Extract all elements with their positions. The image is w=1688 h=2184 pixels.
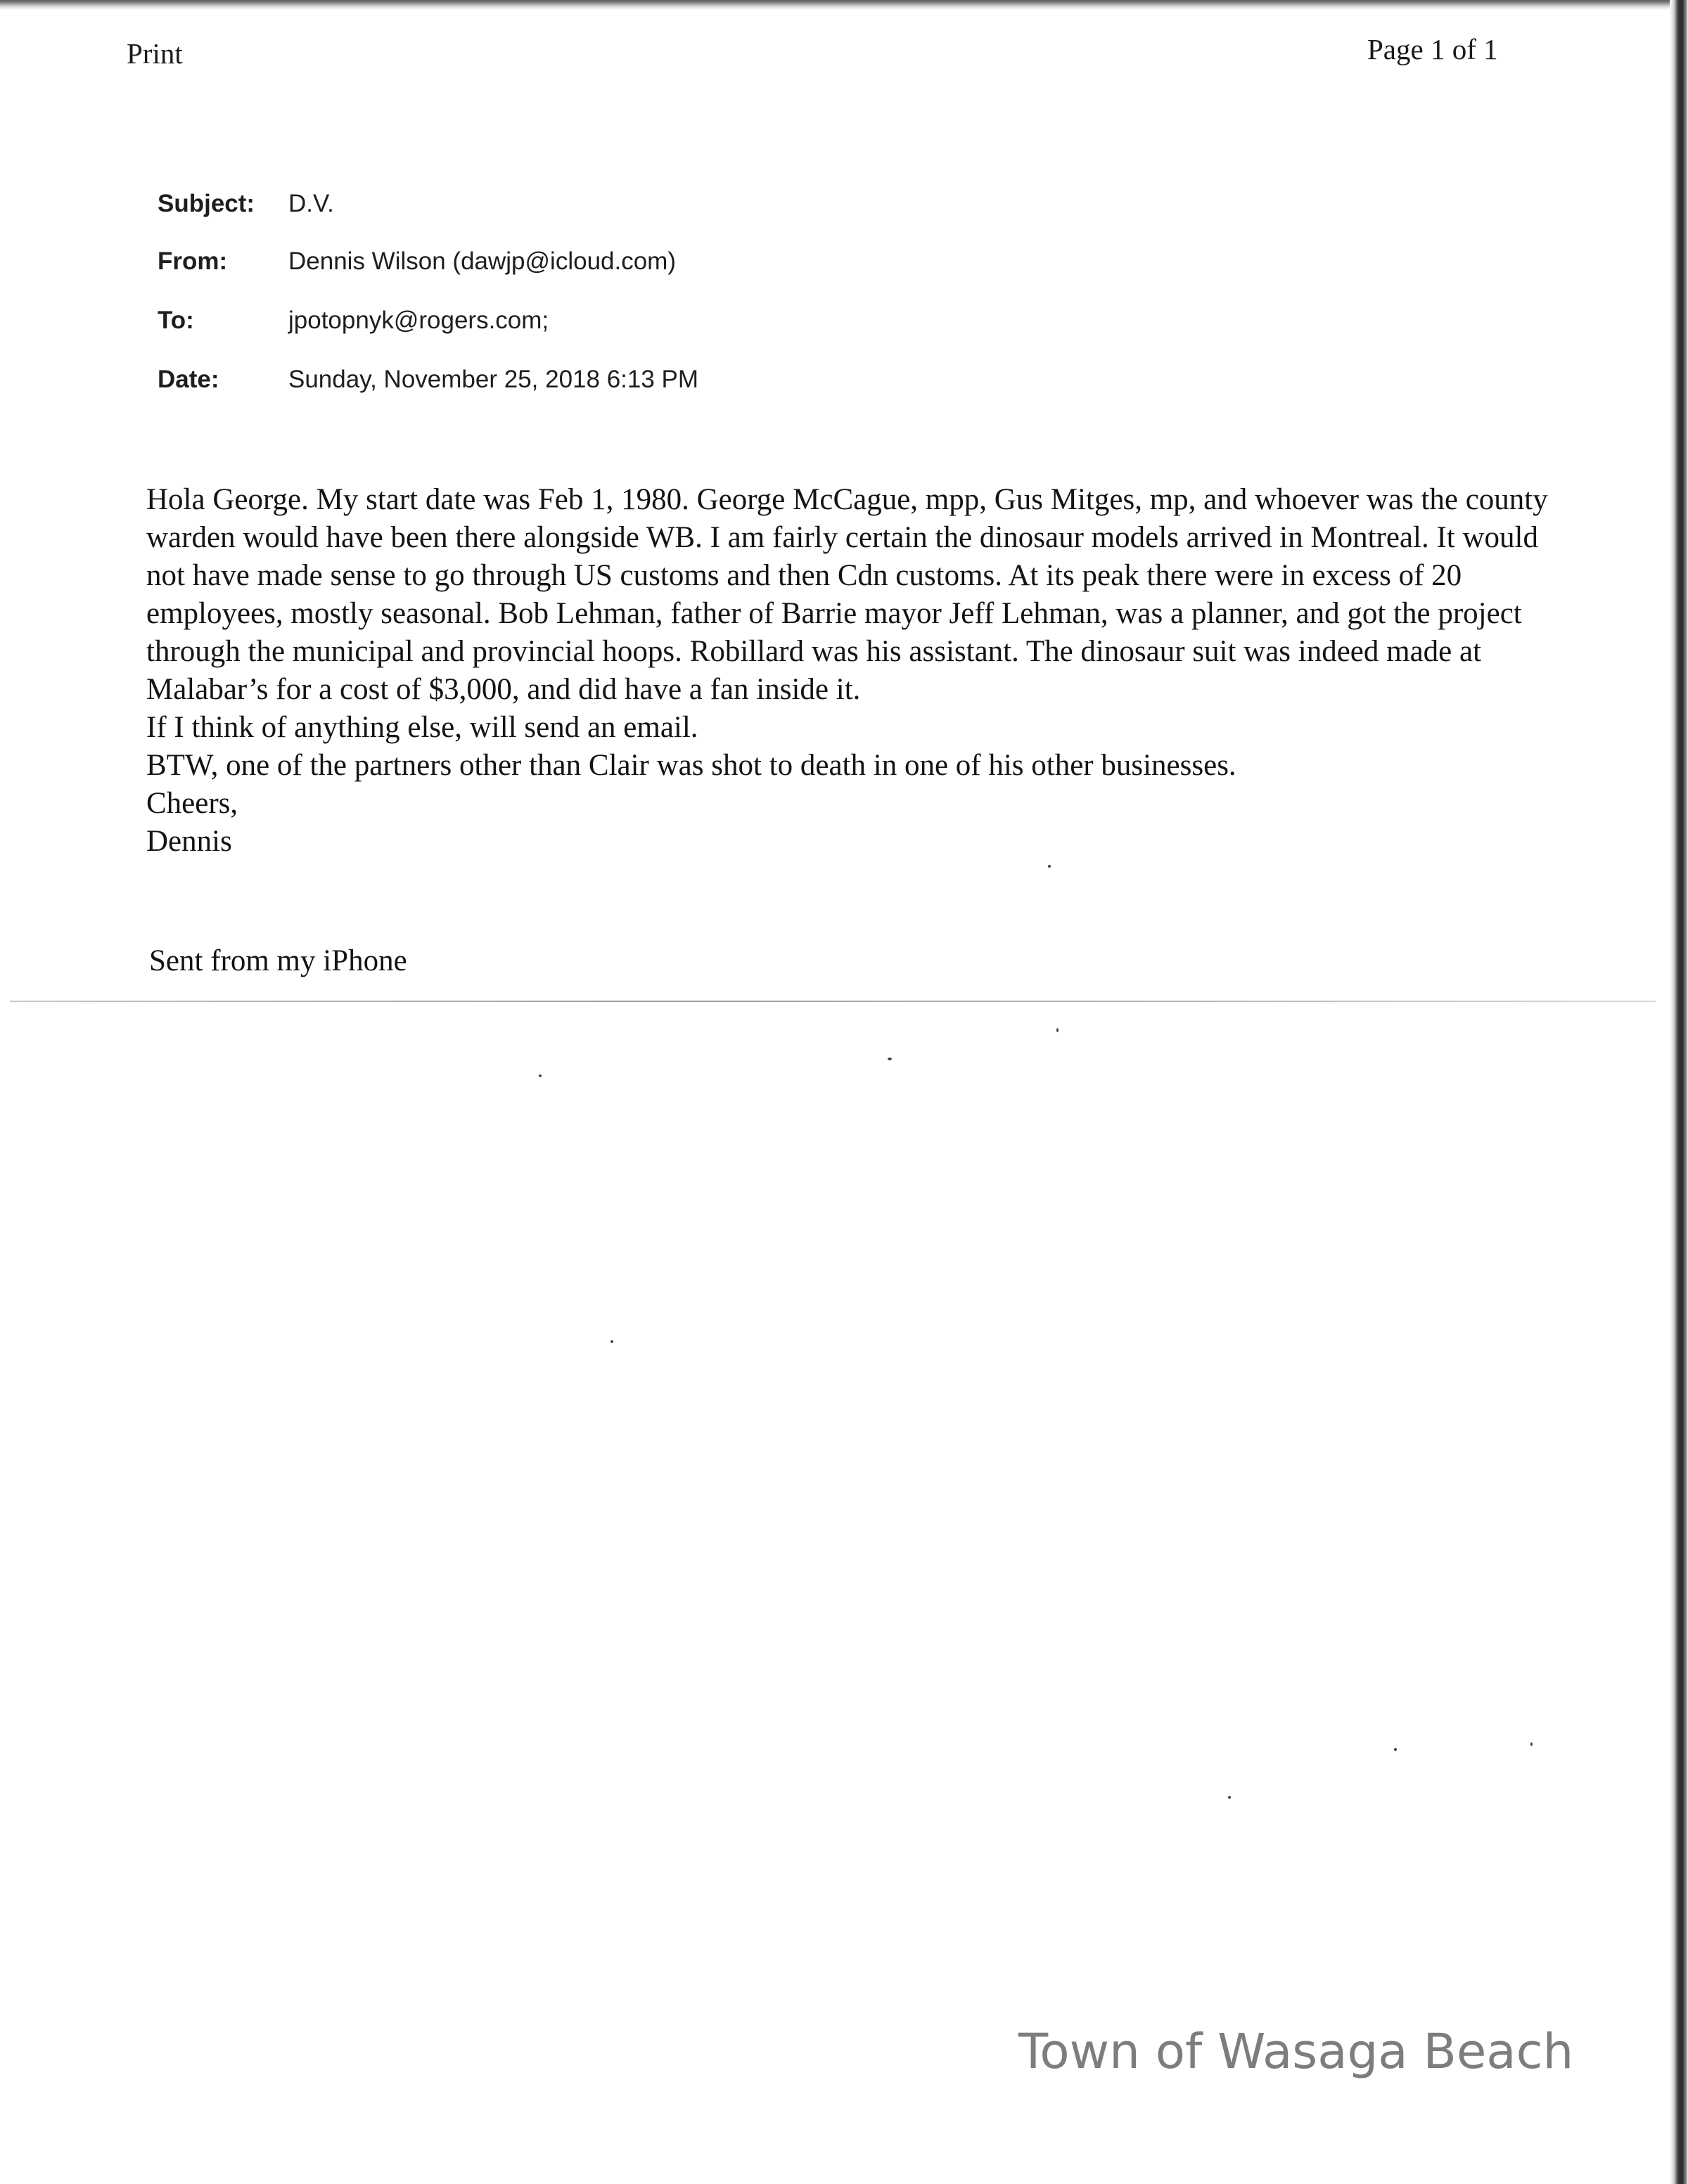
scan-speck [1394,1748,1397,1751]
date-row [158,366,698,394]
subject-value: D.V. [288,190,334,217]
page-divider [10,1001,1656,1002]
to-value: jpotopnyk@rogers.com; [288,307,549,334]
print-label: Print [127,37,183,70]
date-value: Sunday, November 25, 2018 6:13 PM [288,366,699,393]
scan-speck [610,1340,613,1343]
date-label: Date: [158,366,219,393]
from-value: Dennis Wilson (dawjp@icloud.com) [288,248,676,275]
signature-line: Dennis [146,825,232,858]
subject-row [158,190,334,218]
sent-from-line: Sent from my iPhone [149,944,407,977]
subject-label: Subject: [158,190,255,217]
email-body [146,481,1553,861]
closing-line: Cheers, [146,787,238,820]
btw-line: BTW, one of the partners other than Clair was shot to death in one of his other businesses. [146,749,1236,782]
scan-right-edge [1670,0,1688,2184]
to-label: To: [158,307,194,334]
body-paragraph: Hola George. My start date was Feb 1, 1980. George McCague, mpp, Gus Mitges, mp, and whoever was the county warden would have been there alongside WB. I am fairly certain the dinosaur models arrived in Montreal. It would not have made sense to go through US customs and then Cdn customs. At its peak there were in excess of 20 employees, mostly seasonal. Bob Lehman, father of Barrie mayor Jeff Lehman, was a planner, and got the project through the municipal and provincial hoops. Robillard was his assistant. The dinosaur suit was indeed made at Malabar’s for a cost of $3,000, and did have a fan inside it. [146,483,1548,706]
town-watermark: Town of Wasaga Beach [1018,2024,1574,2080]
scan-speck [888,1058,892,1060]
scan-speck [1228,1796,1231,1799]
from-row [158,248,676,276]
page-indicator: Page 1 of 1 [1367,33,1498,65]
from-label: From: [158,248,228,275]
followup-line: If I think of anything else, will send an email. [146,711,698,744]
scan-speck [1056,1028,1059,1032]
to-row [158,307,549,335]
scan-speck [539,1074,542,1077]
scan-speck [1048,865,1051,868]
scan-speck [1530,1742,1533,1746]
scan-top-edge [0,0,1688,10]
